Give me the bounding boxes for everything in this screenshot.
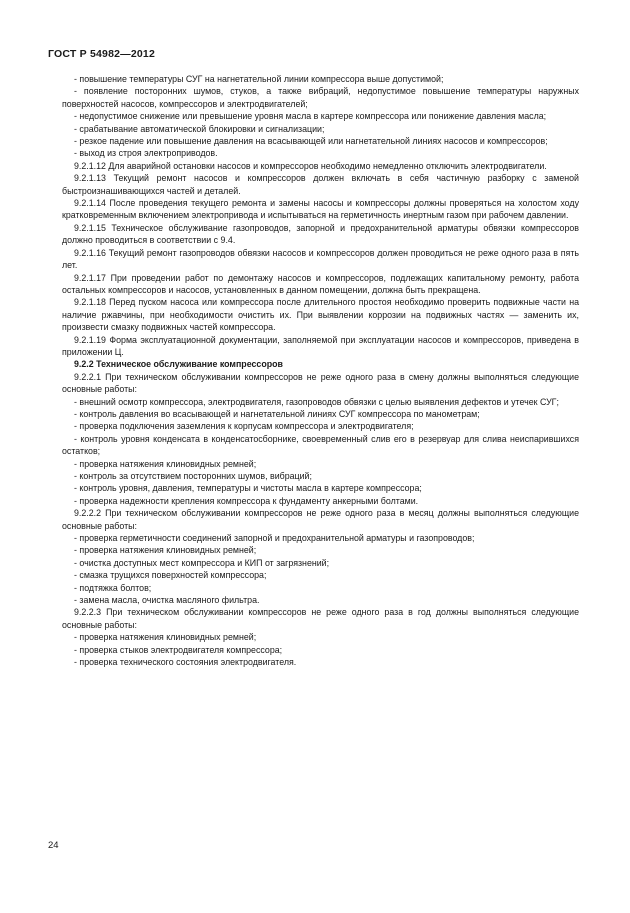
list-item: - смазка трущихся поверхностей компрессора; [74, 570, 267, 581]
section-heading: 9.2.2 Техническое обслуживание компрессоров [74, 359, 283, 370]
clause-paragraph: 9.2.2.1 При техническом обслуживании компрессоров не реже одного раза в смену должны выполняться следующие основные работы: [62, 371, 579, 395]
list-item: - проверка герметичности соединений запорной и предохранительной арматуры и газопроводов; [74, 533, 475, 544]
list-item: - внешний осмотр компрессора, электродвигателя, газопроводов обвязки с целью выявления дефектов и утечек СУГ; [74, 396, 559, 407]
list-item: - проверка стыков электродвигателя компрессора; [74, 644, 283, 655]
list-item: - подтяжка болтов; [74, 582, 152, 593]
clause-paragraph: 9.2.1.16 Текущий ремонт газопроводов обвязки насосов и компрессоров должен проводиться не реже одного раза в пять лет. [62, 247, 579, 271]
list-item: - недопустимое снижение или превышение уровня масла в картере компрессора или понижение давления масла; [74, 111, 547, 122]
list-item: - срабатывание автоматической блокировки и сигнализации; [74, 123, 325, 134]
clause-paragraph: 9.2.1.14 После проведения текущего ремонта и замены насосы и компрессоры должны проверяться на холостом ходу кратковременным включением электропривода и испытываться на герметичность инертным газом при рабочем давлении. [62, 198, 579, 221]
clause-paragraph: 9.2.2.2 При техническом обслуживании компрессоров не реже одного раза в месяц должны выполняться следующие основные работы: [62, 508, 579, 531]
clause-paragraph: 9.2.1.17 При проведении работ по демонтажу насосов и компрессоров, подлежащих капитальному ремонту, работа остальных компрессоров и насосов, установленных в данном помещении, должна быть прекращена. [62, 272, 579, 295]
list-item: - контроль уровня конденсата в конденсатосборнике, своевременный слив его в резервуар для слива неиспарившихся остатков; [62, 433, 579, 457]
clause-paragraph: 9.2.2.3 При техническом обслуживании компрессоров не реже одного раза в год должны выполняться следующие основные работы: [62, 607, 579, 630]
list-item: - проверка натяжения клиновидных ремней; [74, 458, 257, 469]
list-item: - замена масла, очистка масляного фильтра. [74, 595, 260, 606]
list-item: - повышение температуры СУГ на нагнетательной линии компрессора выше допустимой; [74, 74, 444, 84]
clause-paragraph: 9.2.1.15 Техническое обслуживание газопроводов, запорной и предохранительной арматуры обвязки компрессоров должно проводиться в соответствии с 9.4. [62, 222, 579, 246]
list-item: - проверка натяжения клиновидных ремней; [74, 632, 257, 643]
list-item: - появление посторонних шумов, стуков, а также вибраций, недопустимое повышение температуры наружных поверхностей насосов, компрессоров и электродвигателей; [62, 86, 579, 109]
clause-paragraph: 9.2.1.12 Для аварийной остановки насосов и компрессоров необходимо немедленно отключить электродвигатели. [74, 160, 547, 171]
list-item: - проверка подключения заземления к корпусам компрессора и электродвигателя; [74, 421, 414, 432]
document-header: ГОСТ Р 54982—2012 [48, 48, 156, 60]
list-item: - очистка доступных мест компрессора и КИП от загрязнений; [74, 557, 330, 568]
list-item: - контроль за отсутствием посторонних шумов, вибраций; [74, 471, 312, 481]
list-item: - проверка надежности крепления компрессора к фундаменту анкерными болтами. [74, 495, 419, 506]
list-item: - контроль уровня, давления, температуры и чистоты масла в картере компрессора; [74, 483, 422, 494]
list-item: - резкое падение или повышение давления на всасывающей или нагнетательной линиях насосов и компрессоров; [74, 136, 548, 147]
clause-paragraph: 9.2.1.19 Форма эксплуатационной документации, заполняемой при эксплуатации насосов и компрессоров, приведена в приложении Ц. [62, 334, 579, 357]
list-item: - контроль давления во всасывающей и нагнетательной линиях СУГ компрессора по манометрам; [74, 408, 480, 419]
page-number: 24 [48, 840, 59, 851]
list-item: - проверка натяжения клиновидных ремней; [74, 545, 257, 556]
clause-paragraph: 9.2.1.18 Перед пуском насоса или компрессора после длительного простоя необходимо проверить подвижные части на наличие ржавчины, при необходимости очистить их. При выявлении коррозии на подвижных частях — заменить их, произвести смазку подвижных частей компрессора. [62, 297, 579, 333]
document-body [62, 73, 579, 669]
list-item: - выход из строя электроприводов. [74, 148, 218, 159]
list-item: - проверка технического состояния электродвигателя. [74, 657, 297, 668]
clause-paragraph: 9.2.1.13 Текущий ремонт насосов и компрессоров должен включать в себя частичную разборку с заменой быстроизнашивающихся частей и деталей. [62, 173, 579, 196]
